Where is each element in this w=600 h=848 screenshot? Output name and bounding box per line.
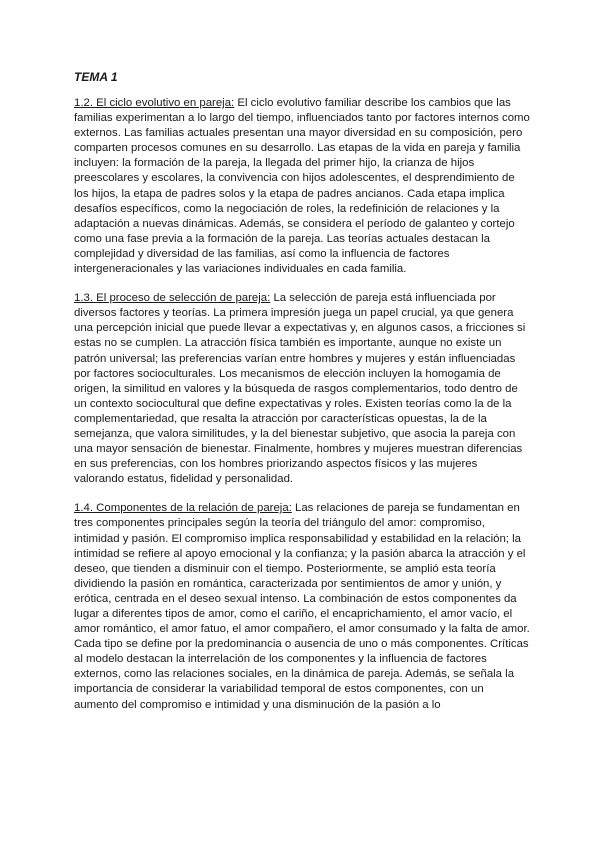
section-body: Las relaciones de pareja se fundamentan en tres componentes principales según la teoría del triángulo del amor: compromiso, intimidad y pasión. El compromiso implica responsabilidad y estabilidad en la relación; la intimidad se refiere al apoyo emocional y la confianza; y la pasión abarca la atracción y el deseo, que tienden a disminuir con el tiempo. Posteriormente, se amplió esta teoría dividiendo la pasión en romántica, caracterizada por sentimientos de amor y unión, y erótica, centrada en el deseo sexual intenso. La combinación de estos componentes da lugar a diferentes tipos de amor, como el cariño, el encaprichamiento, el amor vacío, el amor romántico, el amor fatuo, el amor compañero, el amor consumado y la falta de amor. Cada tipo se define por la predominancia o ausencia de uno o más componentes. Críticas al modelo destacan la interrelación de los componentes y la influencia de factores externos, como las relaciones sociales, en la dinámica de pareja. Además, se señala la importancia de considerar la variabilidad temporal de estos componentes, con un aumento del compromiso e intimidad y una disminución de la pasión a lo: [74, 502, 530, 711]
section-seleccion-pareja: [74, 291, 530, 487]
section-componentes-relacion: [74, 501, 530, 712]
section-body: La selección de pareja está influenciada por diversos factores y teorías. La primera impresión juega un papel crucial, ya que genera una percepción inicial que puede llevar a expectativas y, en algunos casos, a fricciones si estas no se cumplen. La atracción física también es importante, aunque no existe un patrón universal; las preferencias varían entre hombres y mujeres y están influenciadas por factores socioculturales. Los mecanismos de elección incluyen la homogamia de origen, la similitud en valores y la búsqueda de rasgos complementarios, todo dentro de un contexto sociocultural que define expectativas y roles. Existen teorías como la de la complementariedad, que resalta la atracción por características opuestas, la de la semejanza, que valora similitudes, y la del bienestar subjetivo, que asocia la pareja con una mayor sensación de bienestar. Finalmente, hombres y mujeres muestran diferencias en sus preferencias, con los hombres priorizando aspectos físicos y las mujeres valorando estatus, fidelidad y personalidad.: [74, 292, 526, 486]
document-page: [74, 70, 530, 727]
document-title: TEMA 1: [74, 70, 118, 84]
section-heading: 1.3. El proceso de selección de pareja:: [74, 292, 271, 305]
section-body: El ciclo evolutivo familiar describe los cambios que las familias experimentan a lo largo del tiempo, influenciados tanto por factores internos como externos. Las familias actuales presentan una mayor diversidad en su composición, pero comparten procesos comunes en su desarrollo. Las etapas de la vida en pareja y familia incluyen: la formación de la pareja, la llegada del primer hijo, la crianza de hijos preescolares y escolares, la convivencia con hijos adolescentes, el desprendimiento de los hijos, la etapa de padres solos y la etapa de padres ancianos. Cada etapa implica desafíos específicos, como la negociación de roles, la redefinición de relaciones y la adaptación a nuevas dinámicas. Además, se considera el período de galanteo y cortejo como una fase previa a la formación de la pareja. Las teorías actuales destacan la complejidad y diversidad de las familias, así como la influencia de factores intergeneracionales y las variaciones individuales en cada familia.: [74, 97, 530, 276]
section-ciclo-evolutivo: [74, 96, 530, 277]
section-heading: 1.4. Componentes de la relación de pareja:: [74, 502, 292, 515]
section-heading: 1.2. El ciclo evolutivo en pareja:: [74, 97, 235, 109]
